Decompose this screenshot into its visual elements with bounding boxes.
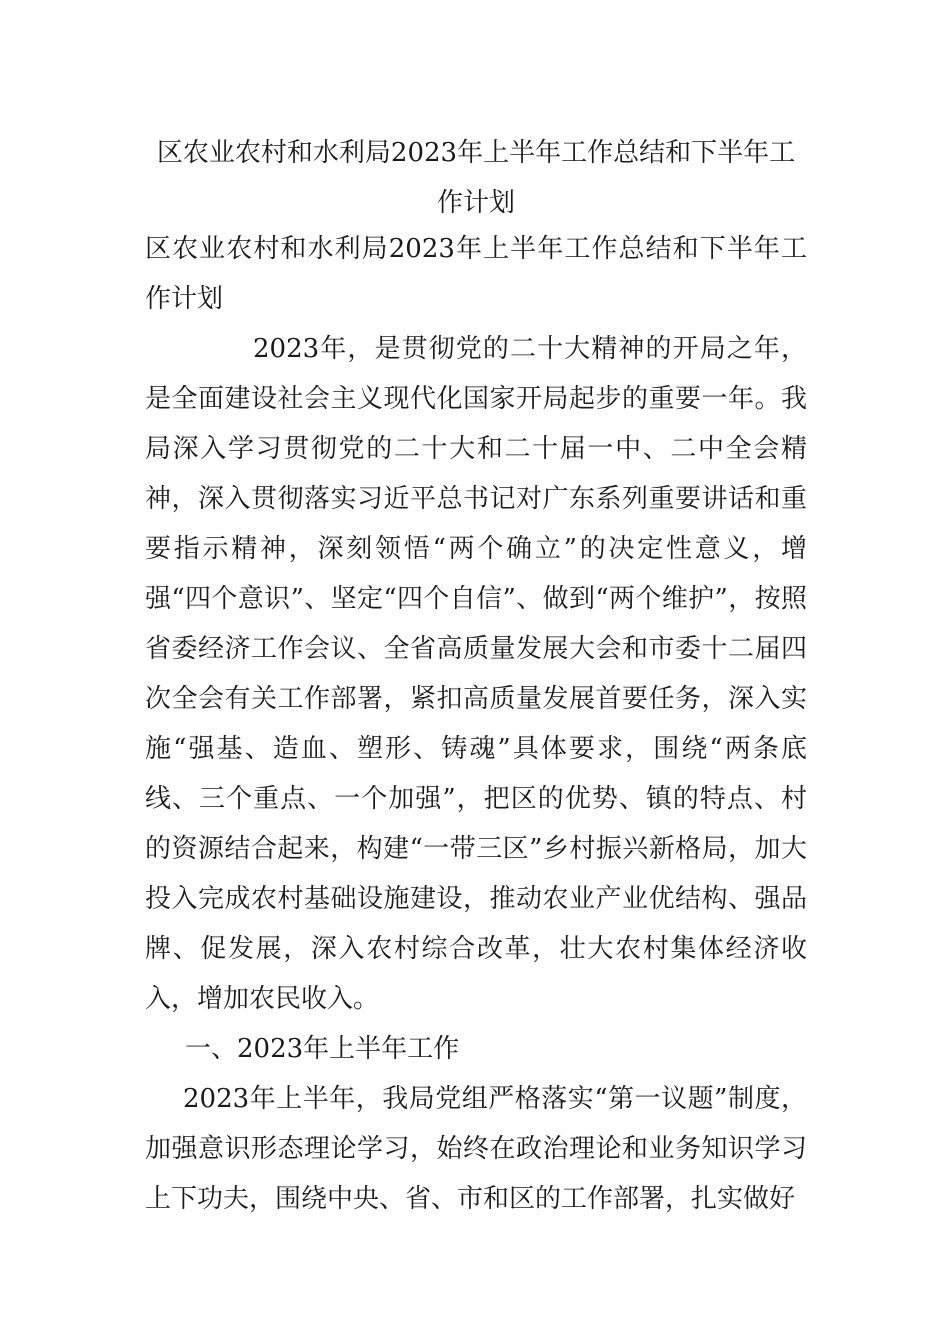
section-heading: 一、2023年上半年工作 — [185, 1034, 460, 1064]
document-title: 区农业农村和水利局2023年上半年工作总结和下半年工作计划 — [156, 138, 796, 218]
document-body — [145, 224, 807, 1224]
intro-paragraph: 2023年，是贯彻党的二十大精神的开局之年，是全面建设社会主义现代化国家开局起步的重要一年。我局深入学习贯彻党的二十大和二十届一中、二中全会精神，深入贯彻落实习近平总书记对广东系列重要讲话和重要指示精神，深刻领悟“两个确立”的决定性意义，增强“四个意识”、坚定“四个自信”、做到“两个维护”，按照省委经济工作会议、全省高质量发展大会和市委十二届四次全会有关工作部署，紧扣高质量发展首要任务，深入实施“强基、造血、塑形、铸魂”具体要求，围绕“两条底线、三个重点、一个加强”，把区的优势、镇的特点、村的资源结合起来，构建“一带三区”乡村振兴新格局，加大投入完成农村基础设施建设，推动农业产业优结构、强品牌、促发展，深入农村综合改革，壮大农村集体经济收入，增加农民收入。 — [145, 334, 807, 1014]
repeated-title-paragraph: 区农业农村和水利局2023年上半年工作总结和下半年工作计划 — [145, 234, 807, 314]
section-paragraph: 2023年上半年，我局党组严格落实“第一议题”制度，加强意识形态理论学习，始终在政治理论和业务知识学习上下功夫，围绕中央、省、市和区的工作部署，扎实做好 — [145, 1084, 807, 1214]
